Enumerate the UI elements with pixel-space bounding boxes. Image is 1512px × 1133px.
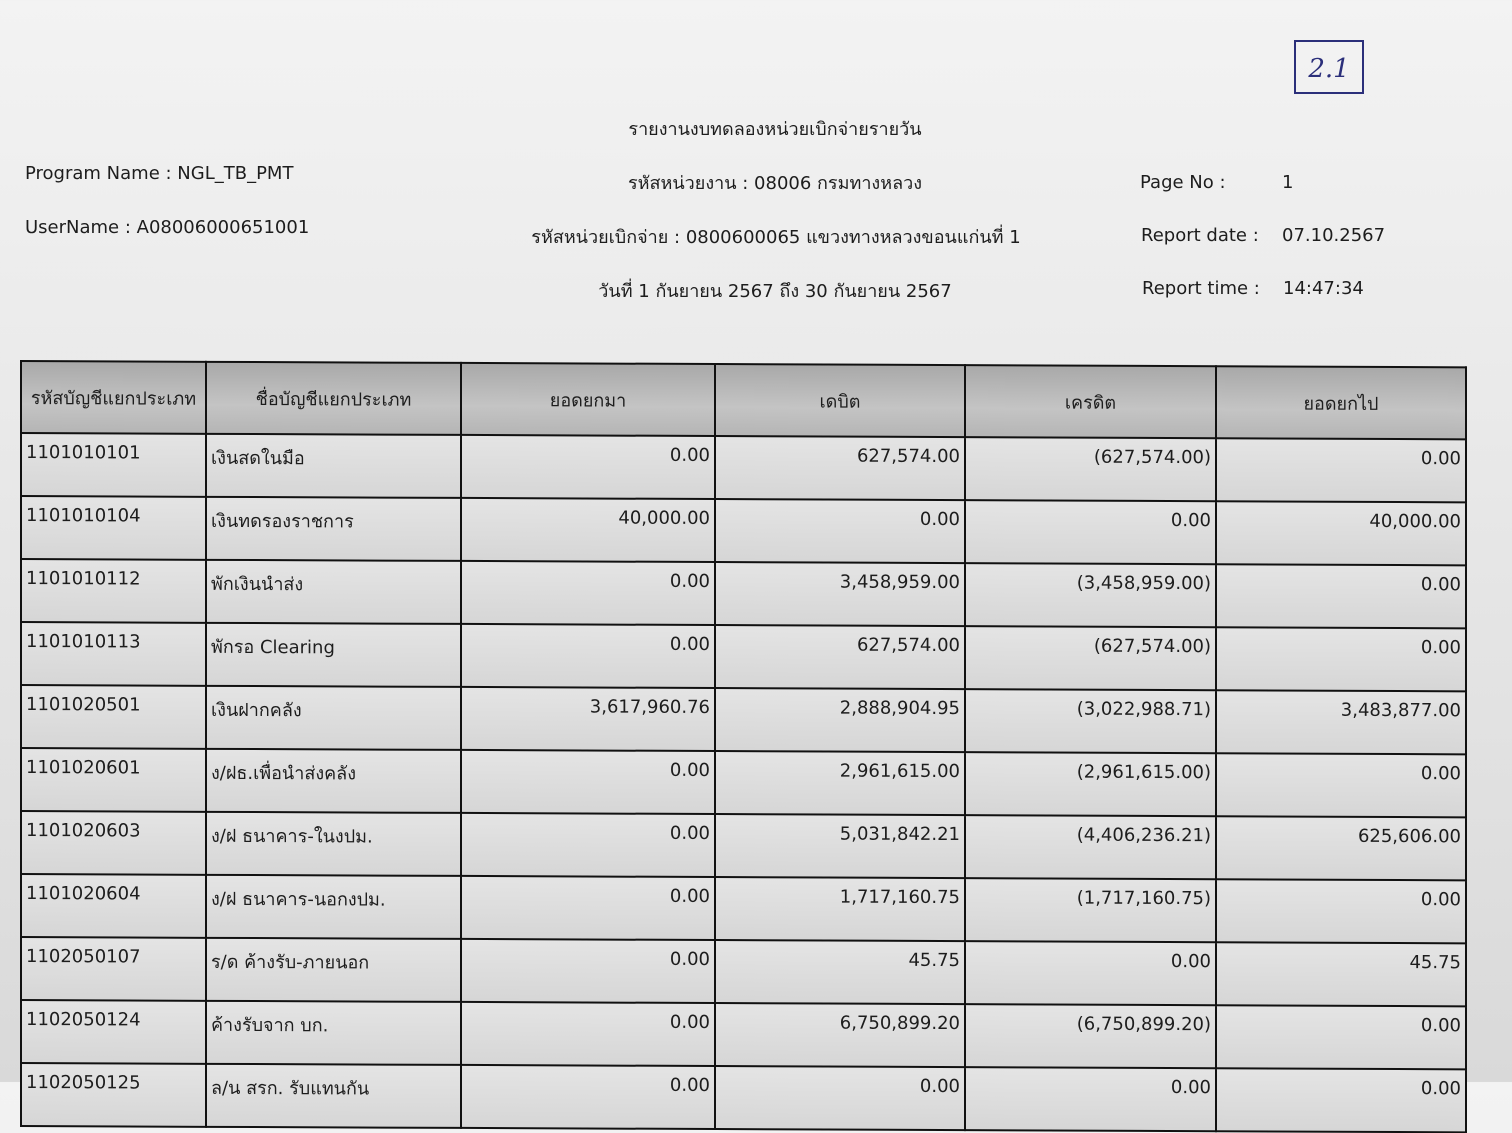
cell-credit: (1,717,160.75) bbox=[965, 878, 1216, 942]
cell-debit: 6,750,899.20 bbox=[715, 1003, 965, 1067]
disbursing-unit-code: รหัสหน่วยเบิกจ่าย : 0800600065 แขวงทางหลวงขอนแก่นที่ 1 bbox=[531, 227, 1021, 248]
report-date-label: Report date : bbox=[1141, 225, 1259, 246]
cell-account-code: 1102050124 bbox=[21, 1000, 206, 1064]
cell-debit: 3,458,959.00 bbox=[715, 562, 965, 626]
table-body bbox=[21, 433, 1466, 1132]
report-date: 07.10.2567 bbox=[1282, 225, 1386, 246]
cell-closing-balance: 0.00 bbox=[1216, 1068, 1466, 1132]
table-row bbox=[21, 1000, 1466, 1069]
cell-account-name: ง/ฝ ธนาคาร-ในงปม. bbox=[206, 812, 461, 876]
column-header-debit: เดบิต bbox=[715, 364, 965, 437]
cell-closing-balance: 3,483,877.00 bbox=[1216, 690, 1466, 754]
trial-balance-table bbox=[20, 360, 1467, 1133]
cell-opening-balance: 3,617,960.76 bbox=[461, 687, 715, 751]
cell-opening-balance: 0.00 bbox=[461, 939, 715, 1003]
cell-credit: (627,574.00) bbox=[965, 437, 1216, 501]
table-row bbox=[21, 433, 1466, 502]
cell-closing-balance: 0.00 bbox=[1216, 1005, 1466, 1069]
cell-account-name: ง/ฝ ธนาคาร-นอกงปม. bbox=[206, 875, 461, 939]
table-row bbox=[21, 811, 1466, 880]
cell-opening-balance: 0.00 bbox=[461, 876, 715, 940]
cell-credit: (3,022,988.71) bbox=[965, 689, 1216, 753]
cell-closing-balance: 0.00 bbox=[1216, 438, 1466, 502]
cell-account-code: 1101010101 bbox=[21, 433, 206, 497]
table-row bbox=[21, 559, 1466, 628]
cell-account-code: 1101020501 bbox=[21, 685, 206, 749]
table-row bbox=[21, 937, 1466, 1006]
cell-account-name: พักรอ Clearing bbox=[206, 623, 461, 687]
report-time: 14:47:34 bbox=[1283, 278, 1364, 299]
cell-account-name: เงินทดรองราชการ bbox=[206, 497, 461, 561]
table-header-row bbox=[21, 361, 1466, 439]
cell-opening-balance: 40,000.00 bbox=[461, 498, 715, 562]
column-header-opening-balance: ยอดยกมา bbox=[461, 363, 715, 436]
report-time-label: Report time : bbox=[1142, 278, 1260, 299]
cell-account-name: ล/น สรก. รับแทนกัน bbox=[206, 1064, 461, 1128]
cell-account-code: 1101010104 bbox=[21, 496, 206, 560]
cell-opening-balance: 0.00 bbox=[461, 750, 715, 814]
table-row bbox=[21, 748, 1466, 817]
cell-closing-balance: 45.75 bbox=[1216, 942, 1466, 1006]
cell-debit: 0.00 bbox=[715, 1066, 965, 1130]
cell-account-code: 1101020601 bbox=[21, 748, 206, 812]
cell-opening-balance: 0.00 bbox=[461, 1002, 715, 1066]
cell-debit: 627,574.00 bbox=[715, 625, 965, 689]
cell-closing-balance: 0.00 bbox=[1216, 627, 1466, 691]
cell-opening-balance: 0.00 bbox=[461, 561, 715, 625]
cell-credit: 0.00 bbox=[965, 500, 1216, 564]
cell-account-code: 1101010112 bbox=[21, 559, 206, 623]
cell-credit: (2,961,615.00) bbox=[965, 752, 1216, 816]
agency-code: รหัสหน่วยงาน : 08006 กรมทางหลวง bbox=[627, 173, 923, 194]
program-name: Program Name : NGL_TB_PMT bbox=[25, 163, 294, 184]
cell-opening-balance: 0.00 bbox=[461, 624, 715, 688]
handwritten-page-mark: 2.1 bbox=[1294, 40, 1364, 94]
report-title: รายงานงบทดลองหน่วยเบิกจ่ายรายวัน bbox=[628, 119, 922, 140]
cell-credit: (627,574.00) bbox=[965, 626, 1216, 690]
cell-account-code: 1101020603 bbox=[21, 811, 206, 875]
cell-account-name: ค้างรับจาก บก. bbox=[206, 1001, 461, 1065]
column-header-account-name: ชื่อบัญชีแยกประเภท bbox=[206, 362, 461, 435]
cell-account-name: พักเงินนำส่ง bbox=[206, 560, 461, 624]
cell-account-code: 1102050107 bbox=[21, 937, 206, 1001]
cell-account-code: 1101010113 bbox=[21, 622, 206, 686]
cell-closing-balance: 625,606.00 bbox=[1216, 816, 1466, 880]
table-row bbox=[21, 622, 1466, 691]
cell-credit: (6,750,899.20) bbox=[965, 1004, 1216, 1068]
cell-debit: 2,961,615.00 bbox=[715, 751, 965, 815]
table-row bbox=[21, 874, 1466, 943]
cell-account-code: 1101020604 bbox=[21, 874, 206, 938]
cell-closing-balance: 40,000.00 bbox=[1216, 501, 1466, 565]
page-no: 1 bbox=[1282, 172, 1294, 193]
column-header-closing-balance: ยอดยกไป bbox=[1216, 366, 1466, 439]
cell-credit: (3,458,959.00) bbox=[965, 563, 1216, 627]
cell-closing-balance: 0.00 bbox=[1216, 879, 1466, 943]
report-period: วันที่ 1 กันยายน 2567 ถึง 30 กันยายน 2567 bbox=[598, 281, 952, 302]
cell-credit: 0.00 bbox=[965, 1067, 1216, 1131]
cell-debit: 2,888,904.95 bbox=[715, 688, 965, 752]
cell-credit: (4,406,236.21) bbox=[965, 815, 1216, 879]
column-header-credit: เครดิต bbox=[965, 365, 1216, 438]
cell-opening-balance: 0.00 bbox=[461, 813, 715, 877]
table-row bbox=[21, 496, 1466, 565]
username: UserName : A08006000651001 bbox=[25, 217, 310, 238]
cell-debit: 1,717,160.75 bbox=[715, 877, 965, 941]
cell-credit: 0.00 bbox=[965, 941, 1216, 1005]
table-row bbox=[21, 1063, 1466, 1132]
cell-account-name: เงินฝากคลัง bbox=[206, 686, 461, 750]
cell-opening-balance: 0.00 bbox=[461, 435, 715, 499]
cell-debit: 45.75 bbox=[715, 940, 965, 1004]
cell-account-name: ร/ด ค้างรับ-ภายนอก bbox=[206, 938, 461, 1002]
cell-debit: 627,574.00 bbox=[715, 436, 965, 500]
table-row bbox=[21, 685, 1466, 754]
page-no-label: Page No : bbox=[1140, 172, 1226, 193]
cell-account-name: ง/ฝธ.เพื่อนำส่งคลัง bbox=[206, 749, 461, 813]
cell-account-code: 1102050125 bbox=[21, 1063, 206, 1127]
cell-debit: 5,031,842.21 bbox=[715, 814, 965, 878]
cell-closing-balance: 0.00 bbox=[1216, 564, 1466, 628]
cell-account-name: เงินสดในมือ bbox=[206, 434, 461, 498]
cell-closing-balance: 0.00 bbox=[1216, 753, 1466, 817]
column-header-account-code: รหัสบัญชีแยกประเภท bbox=[21, 361, 206, 434]
cell-debit: 0.00 bbox=[715, 499, 965, 563]
cell-opening-balance: 0.00 bbox=[461, 1065, 715, 1129]
